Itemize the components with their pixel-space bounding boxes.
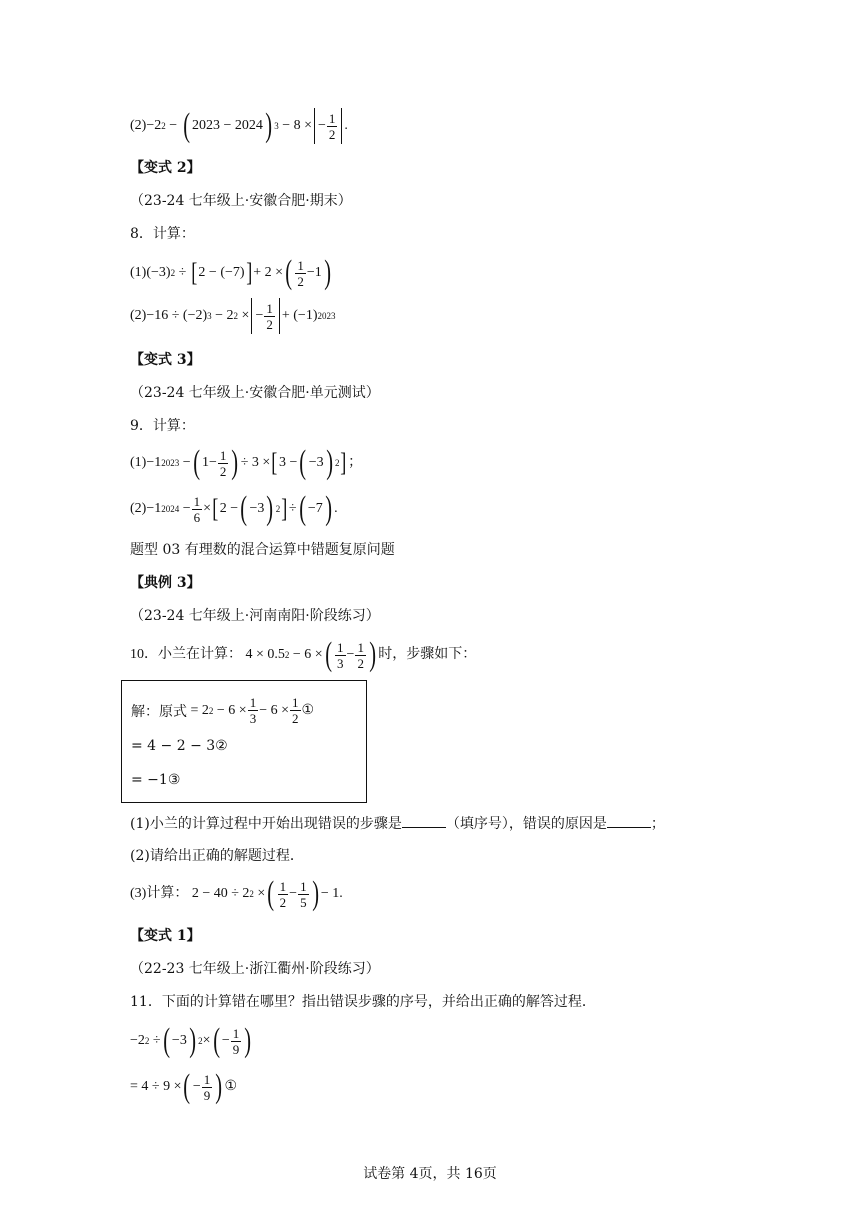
box-line-2: = 4 − 2 − 3② [131,738,228,754]
q11-expr-1: −2 2 ÷ ( −3 ) 2 × ( − $\frac{1}{9}$ ) [130,1022,252,1059]
example3-source: （23-24 七年级上·河南南阳·阶段练习） [130,608,380,624]
variant2-label: 【变式 2】 [130,160,201,176]
box-line-3: = −1③ [131,772,181,788]
q7-part2: (2) −2 2 − ( 2023 − 2024 ) 3 − 8 × − $\frac{1}{2}$ . [130,107,348,144]
q10-part2: (2)请给出正确的解题过程． [130,848,304,864]
q8-part2: (2) −16 ÷ (−2) 3 − 2 2 × − $\frac{1}{2}$ + (−1) 2023 [130,298,335,336]
q8-title: 8．计算： [130,226,195,242]
example3-label: 【典例 3】 [130,575,201,591]
type03-heading: 题型 03 有理数的混合运算中错题复原问题 [130,542,395,558]
q11-title: 11．下面的计算错在哪里？指出错误步骤的序号，并给出正确的解答过程． [130,994,596,1010]
q9-title: 9．计算： [130,418,195,434]
q11-expr-2: = 4 ÷ 9 × ( − $\frac{1}{9}$ ) ① [130,1068,238,1105]
solution-box [121,680,367,803]
variant3-source: （23-24 七年级上·安徽合肥·单元测试） [130,385,380,401]
q10-part1: (1)小兰的计算过程中开始出现错误的步骤是 （填序号），错误的原因是 ； [130,813,665,834]
variant1-source: （22-23 七年级上·浙江衢州·阶段练习） [130,961,380,977]
answer-blank-1[interactable] [402,813,446,828]
answer-blank-2[interactable] [607,813,651,828]
variant3-label: 【变式 3】 [130,352,201,368]
q10-part3: (3)计算： 2 − 40 ÷ 2 2 × ( $\frac{1}{2}$ − $\frac{1}{5}$ ) − 1. [130,875,343,912]
box-line-1: 解：原式 = 2 2 − 6 × $\frac{1}{3}$ − 6 × $\frac{1}{2}$ ① [131,695,315,726]
variant2-source: （23-24 七年级上·安徽合肥·期末） [130,193,352,209]
page-footer: 试卷第 4页，共 16页 [363,1166,497,1182]
q8-part1: (1) (−3) 2 ÷ [ 2 − (−7) ] + 2 × ( $\frac{1}{2}$ −1 ) [130,254,331,291]
q9-part1: (1) −1 2023 − ( 1− $\frac{1}{2}$ ) ÷ 3 × [ 3 − ( −3 ) 2 ] ； [130,444,363,481]
q9-part2: (2) −1 2024 − $\frac{1}{6}$ × [ 2 − ( −3 ) 2 ] ÷ ( −7 ) . [130,490,338,527]
variant1-label: 【变式 1】 [130,928,201,944]
q10-statement: 10．小兰在计算： 4 × 0.5 2 − 6 × ( $\frac{1}{3}$ − $\frac{1}{2}$ ) 时，步骤如下： [130,636,477,673]
